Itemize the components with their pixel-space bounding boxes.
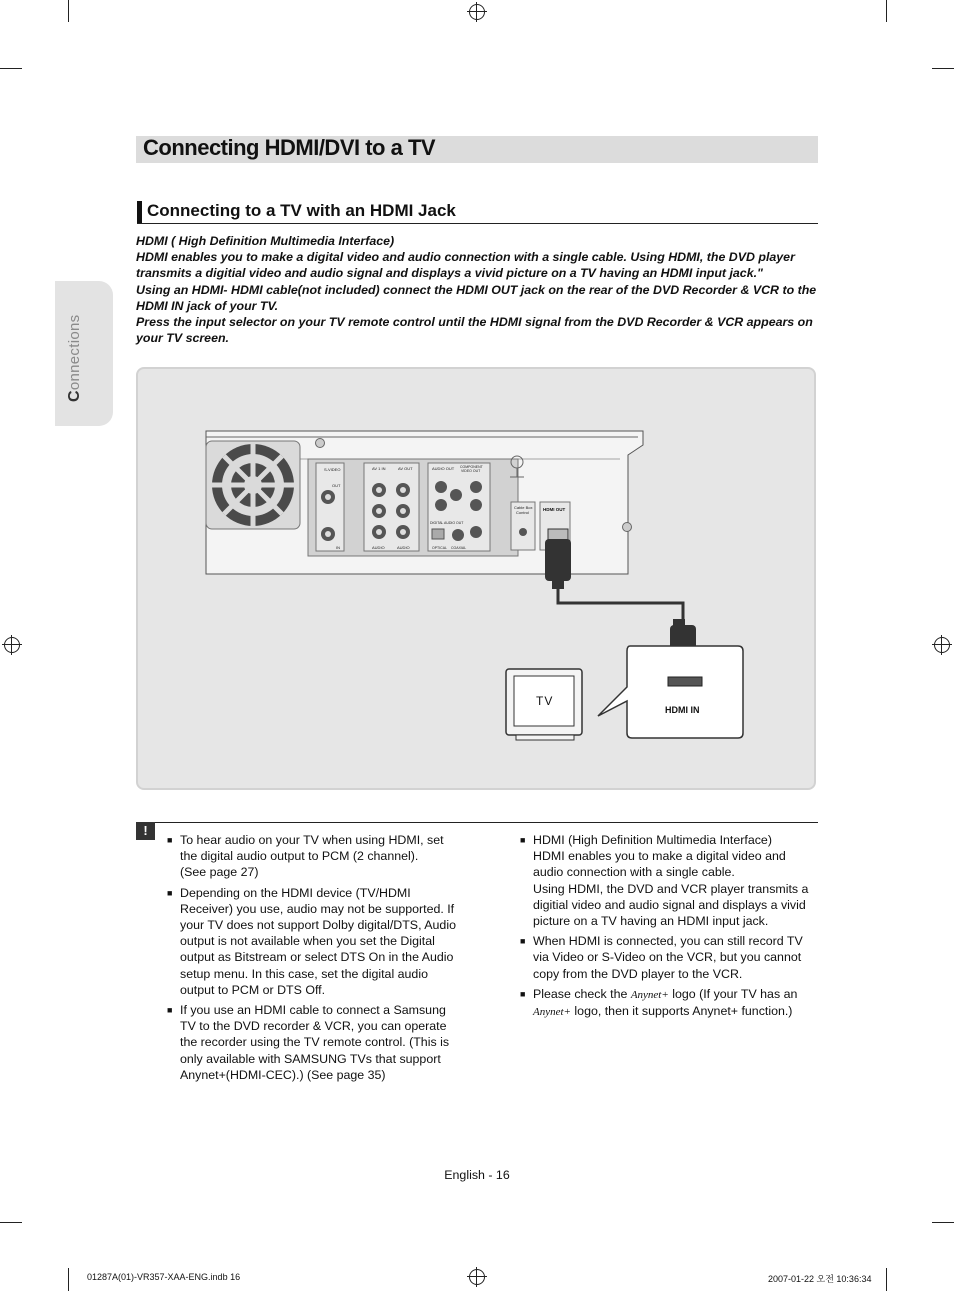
anynet-logo-icon: Anynet+ [630, 988, 669, 1001]
intro-text [136, 233, 820, 346]
subtitle-rule [137, 223, 818, 224]
crop-mark [886, 1268, 887, 1291]
registration-mark-icon [469, 1269, 485, 1285]
intro-line: HDMI enables you to make a digital video and audio connection with a single cable. Using HDMI, the DVD player transmits a digitial video and audio signal and displays a vivid picture on a TV having an HDMI input jack." [136, 250, 795, 281]
crop-mark [932, 68, 954, 69]
recorder-rear-panel [206, 431, 643, 574]
label-cable-box: Cable Box [514, 505, 533, 510]
intro-line: Press the input selector on your TV remote control until the HDMI signal from the DVD Recorder & VCR appears on your TV screen. [136, 315, 813, 346]
label-optical: OPTICAL [432, 546, 447, 550]
section-subtitle: Connecting to a TV with an HDMI Jack [147, 201, 456, 220]
side-tab [55, 281, 113, 426]
list-item: ■ Please check the Anynet+ logo (If your TV has an Anynet+ logo, then it supports Anynet+ function.) [520, 986, 816, 1020]
footer-date: 2007-01-22 오전 10:36:34 [768, 1274, 872, 1284]
registration-mark-icon [4, 637, 20, 653]
label-av-out: AV OUT [398, 466, 413, 471]
label-audio-2: AUDIO [397, 545, 410, 550]
notes-right-column [520, 832, 816, 1024]
connection-diagram [136, 367, 816, 790]
subtitle-marker [137, 201, 142, 223]
label-audio-out: AUDIO OUT [432, 466, 455, 471]
label-control: Control [516, 510, 529, 515]
list-item: ■ When HDMI is connected, you can still record TV via Video or S-Video on the VCR, but you cannot copy from the DVD player to the VCR. [520, 933, 816, 982]
label-svideo-out: OUT [332, 483, 341, 488]
crop-mark [886, 0, 887, 22]
label-audio-1: AUDIO [372, 545, 385, 550]
label-coaxial: COAXIAL [451, 546, 467, 550]
label-hdmi-in: HDMI IN [665, 705, 700, 715]
label-hdmi-out: HDMI OUT [543, 507, 566, 512]
tv-label: TV [536, 694, 554, 708]
side-tab-label: Connections [66, 314, 83, 402]
label-svideo: S-VIDEO [324, 467, 341, 472]
label-digital-audio-out: DIGITAL AUDIO OUT [430, 521, 464, 525]
anynet-logo-icon: Anynet+ [533, 1006, 571, 1019]
footer-file: 01287A(01)-VR357-XAA-ENG.indb 16 [87, 1272, 241, 1282]
crop-mark [68, 1268, 69, 1291]
notes-rule [138, 822, 818, 823]
list-item: ■ If you use an HDMI cable to connect a Samsung TV to the DVD recorder & VCR, you can operate the recorder using the TV remote control. (This is only available with SAMSUNG TVs that support Anynet+(HDMI-CEC).) (See page 35) [167, 1002, 463, 1083]
label-video-out: VIDEO OUT [461, 469, 481, 473]
registration-mark-icon [934, 637, 950, 653]
intro-line: Using an HDMI- HDMI cable(not included) connect the HDMI OUT jack on the rear of the DVD Recorder & VCR to the HDMI IN jack of your TV. [136, 282, 817, 313]
label-av1-in: AV 1 IN [372, 466, 386, 471]
tv-illustration [506, 669, 582, 740]
hdmi-in-callout [598, 646, 743, 738]
list-item: ■ Depending on the HDMI device (TV/HDMI Receiver) you use, audio may not be supported. If your TV does not support Dolby digital/DTS, Audio output is not available when you set the Digital output as Bitstream or select DTS On in the Audio setup menu. In this case, set the digital audio output to PCM or DTS Off. [167, 885, 463, 998]
crop-mark [68, 0, 69, 22]
crop-mark [932, 1222, 954, 1223]
list-item: ■ To hear audio on your TV when using HDMI, set the digital audio output to PCM (2 channel). (See page 27) [167, 832, 463, 881]
page-title: Connecting HDMI/DVI to a TV [143, 135, 436, 160]
label-component: COMPONENT [460, 465, 483, 469]
crop-mark [0, 68, 22, 69]
note-warning-icon: ! [136, 822, 155, 840]
intro-line: HDMI ( High Definition Multimedia Interface) [136, 234, 395, 248]
page-number: English - 16 [444, 1168, 510, 1182]
registration-mark-icon [469, 4, 485, 20]
crop-mark [0, 1222, 22, 1223]
label-svideo-in: IN [336, 545, 340, 550]
list-item: ■ HDMI (High Definition Multimedia Interface) HDMI enables you to make a digital video and audio connection with a single cable. Using HDMI, the DVD and VCR player transmits a digitial video and audio signal and displays a vivid picture on a TV having an HDMI input jack. [520, 832, 816, 929]
notes-left-column [167, 832, 463, 1087]
